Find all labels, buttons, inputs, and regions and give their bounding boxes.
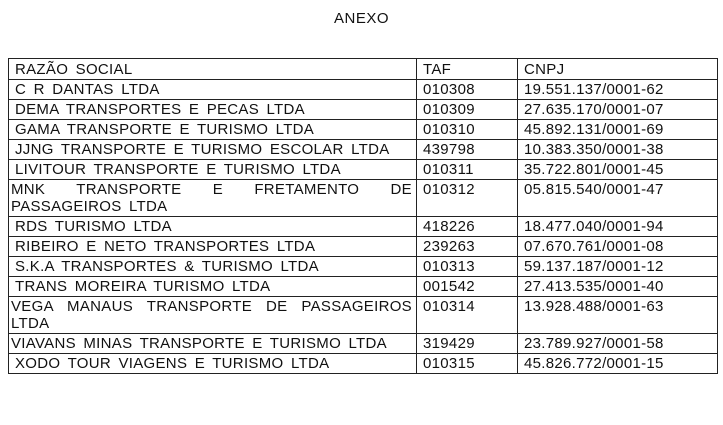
cell-cnpj: 59.137.187/0001-12: [518, 257, 718, 277]
cell-cnpj: 19.551.137/0001-62: [518, 80, 718, 100]
cell-taf: 010312: [417, 180, 518, 217]
cell-taf: 418226: [417, 217, 518, 237]
page-title: ANEXO: [333, 10, 389, 27]
cell-cnpj: 07.670.761/0001-08: [518, 237, 718, 257]
header-taf: TAF: [417, 59, 518, 80]
cell-razao-social: VEGA MANAUS TRANSPORTE DE PASSAGEIROS LTDA: [9, 297, 417, 334]
cell-taf: 439798: [417, 140, 518, 160]
table-row: [9, 180, 718, 217]
cell-cnpj: 23.789.927/0001-58: [518, 334, 718, 354]
cell-razao-social: LIVITOUR TRANSPORTE E TURISMO LTDA: [9, 160, 417, 180]
cell-razao-social: C R DANTAS LTDA: [9, 80, 417, 100]
table-row: [9, 354, 718, 374]
table-row: [9, 120, 718, 140]
cell-cnpj: 27.413.535/0001-40: [518, 277, 718, 297]
cell-cnpj: 45.826.772/0001-15: [518, 354, 718, 374]
cell-razao-social: MNK TRANSPORTE E FRETAMENTO DE PASSAGEIROS LTDA: [9, 180, 417, 217]
table-row: [9, 297, 718, 334]
cell-cnpj: 05.815.540/0001-47: [518, 180, 718, 217]
cell-taf: 010314: [417, 297, 518, 334]
header-razao-social: RAZÃO SOCIAL: [9, 59, 417, 80]
cell-taf: 010309: [417, 100, 518, 120]
table-row: [9, 277, 718, 297]
cell-razao-social: TRANS MOREIRA TURISMO LTDA: [9, 277, 417, 297]
table-row: [9, 80, 718, 100]
table-row: [9, 257, 718, 277]
cell-taf: 319429: [417, 334, 518, 354]
cell-taf: 239263: [417, 237, 518, 257]
cell-cnpj: 35.722.801/0001-45: [518, 160, 718, 180]
cell-razao-social: JJNG TRANSPORTE E TURISMO ESCOLAR LTDA: [9, 140, 417, 160]
cell-taf: 001542: [417, 277, 518, 297]
cell-razao-social: RDS TURISMO LTDA: [9, 217, 417, 237]
table-header-row: [9, 59, 718, 80]
cell-razao-social: VIAVANS MINAS TRANSPORTE E TURISMO LTDA: [9, 334, 417, 354]
companies-table: [8, 58, 718, 374]
cell-cnpj: 45.892.131/0001-69: [518, 120, 718, 140]
cell-cnpj: 10.383.350/0001-38: [518, 140, 718, 160]
table-row: [9, 237, 718, 257]
cell-taf: 010310: [417, 120, 518, 140]
cell-taf: 010313: [417, 257, 518, 277]
cell-cnpj: 18.477.040/0001-94: [518, 217, 718, 237]
cell-taf: 010311: [417, 160, 518, 180]
cell-razao-social: RIBEIRO E NETO TRANSPORTES LTDA: [9, 237, 417, 257]
header-cnpj: CNPJ: [518, 59, 718, 80]
cell-razao-social: S.K.A TRANSPORTES & TURISMO LTDA: [9, 257, 417, 277]
cell-razao-social: DEMA TRANSPORTES E PECAS LTDA: [9, 100, 417, 120]
cell-cnpj: 27.635.170/0001-07: [518, 100, 718, 120]
cell-taf: 010308: [417, 80, 518, 100]
cell-razao-social: GAMA TRANSPORTE E TURISMO LTDA: [9, 120, 417, 140]
table-row: [9, 160, 718, 180]
cell-taf: 010315: [417, 354, 518, 374]
table-row: [9, 140, 718, 160]
cell-razao-social: XODO TOUR VIAGENS E TURISMO LTDA: [9, 354, 417, 374]
cell-cnpj: 13.928.488/0001-63: [518, 297, 718, 334]
table-row: [9, 334, 718, 354]
table-row: [9, 217, 718, 237]
table-row: [9, 100, 718, 120]
